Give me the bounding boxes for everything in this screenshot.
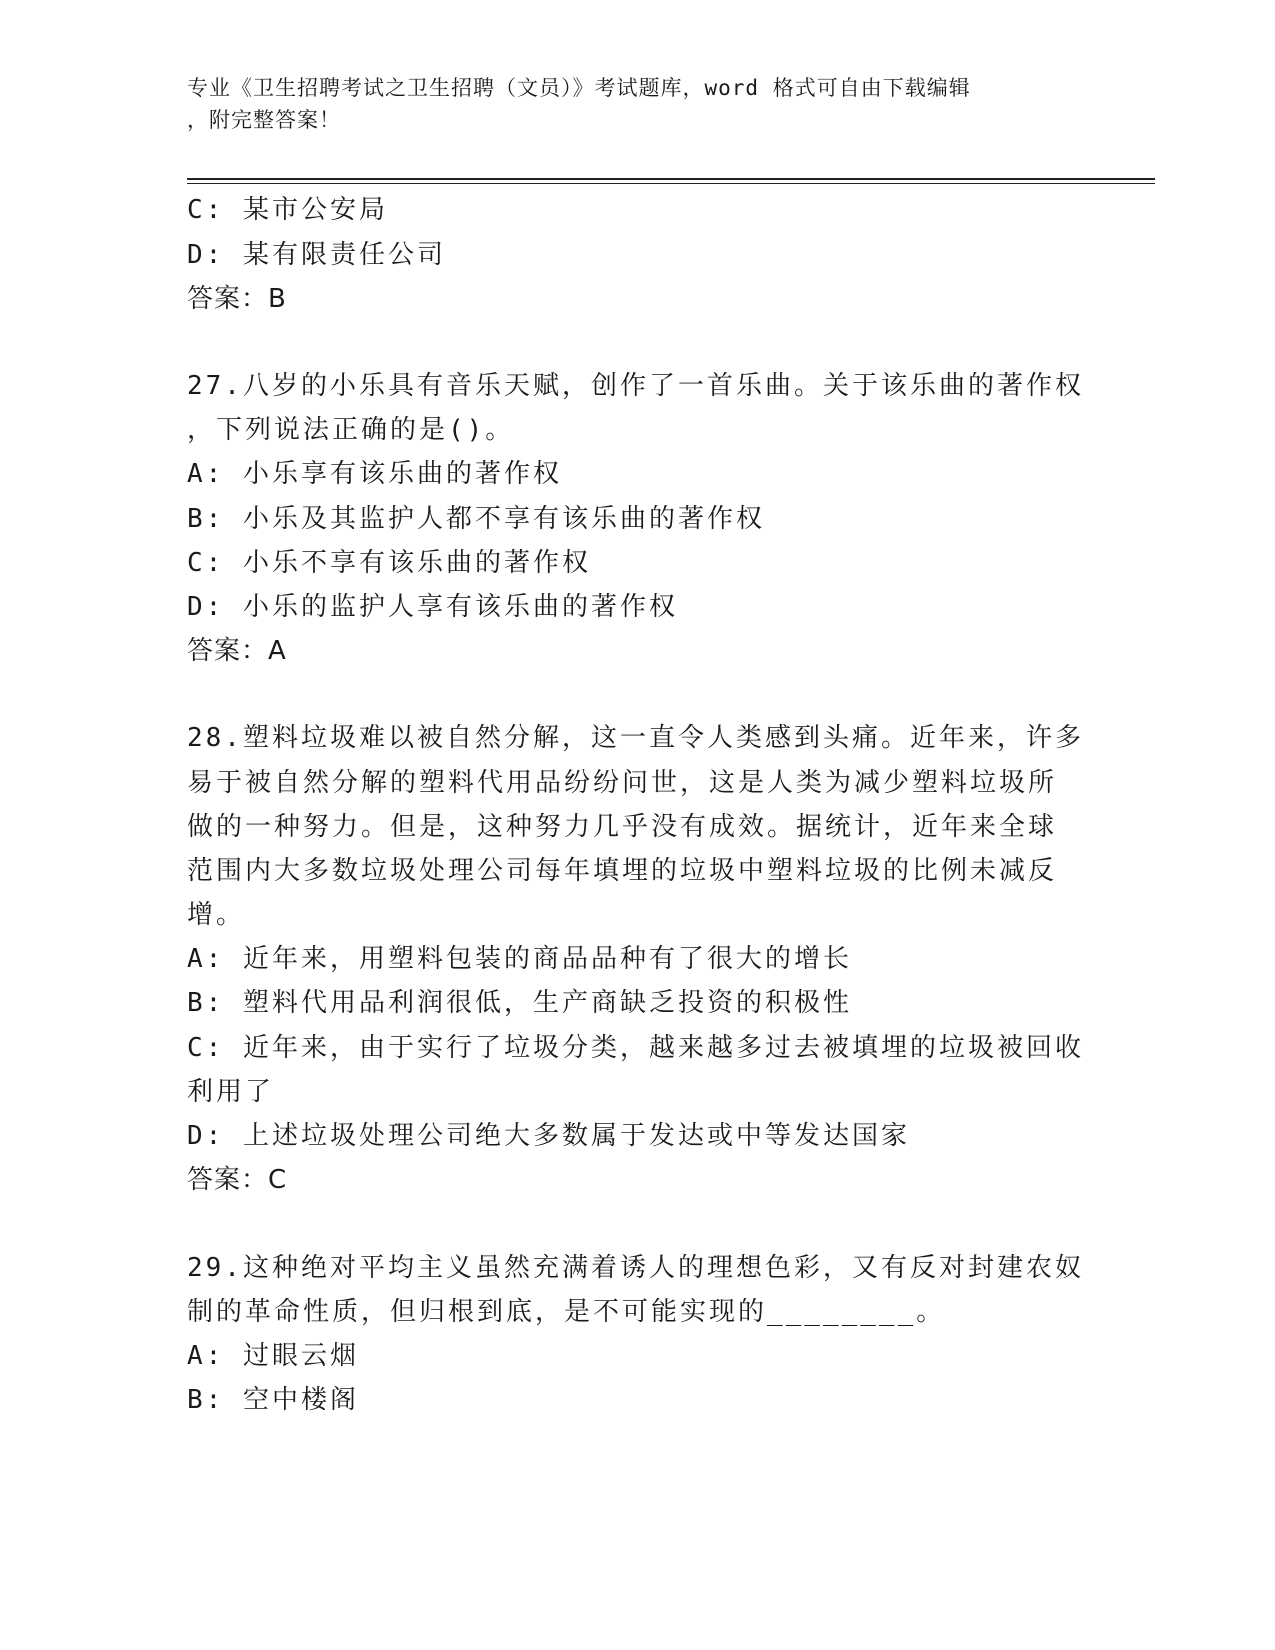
header-divider-thick — [187, 178, 1155, 180]
q28-answer: 答案：C — [187, 1165, 288, 1195]
prev-option-c: C: 某市公安局 — [187, 195, 388, 225]
q27-option-b: B: 小乐及其监护人都不享有该乐曲的著作权 — [187, 504, 765, 534]
q28-option-d: D: 上述垃圾处理公司绝大多数属于发达或中等发达国家 — [187, 1121, 910, 1151]
q27-option-c: C: 小乐不享有该乐曲的著作权 — [187, 548, 591, 578]
q27-answer: 答案：A — [187, 636, 287, 666]
q28-stem-line-5: 增。 — [187, 900, 246, 930]
q29-option-a: A: 过眼云烟 — [187, 1341, 359, 1371]
q28-option-c-line-2: 利用了 — [187, 1077, 275, 1107]
q28-option-c-line-1: C: 近年来，由于实行了垃圾分类，越来越多过去被填埋的垃圾被回收 — [187, 1033, 1084, 1063]
q29-option-b: B: 空中楼阁 — [187, 1385, 359, 1415]
header-line-1: 专业《卫生招聘考试之卫生招聘（文员）》考试题库，word 格式可自由下载编辑 — [187, 76, 971, 100]
q28-option-a: A: 近年来，用塑料包装的商品品种有了很大的增长 — [187, 944, 852, 974]
prev-answer: 答案：B — [187, 284, 287, 314]
q28-stem-line-2: 易于被自然分解的塑料代用品纷纷问世，这是人类为减少塑料垃圾所 — [187, 768, 1058, 798]
q29-stem-line-2: 制的革命性质，但归根到底，是不可能实现的________。 — [187, 1297, 946, 1327]
q28-stem-line-1: 28.塑料垃圾难以被自然分解，这一直令人类感到头痛。近年来，许多 — [187, 723, 1084, 753]
q29-stem-line-1: 29.这种绝对平均主义虽然充满着诱人的理想色彩，又有反对封建农奴 — [187, 1253, 1084, 1283]
prev-option-d: D: 某有限责任公司 — [187, 240, 446, 270]
q28-option-b: B: 塑料代用品利润很低，生产商缺乏投资的积极性 — [187, 988, 852, 1018]
header-line-2: ，附完整答案！ — [187, 108, 341, 132]
q28-stem-line-3: 做的一种努力。但是，这种努力几乎没有成效。据统计，近年来全球 — [187, 812, 1058, 842]
q27-option-d: D: 小乐的监护人享有该乐曲的著作权 — [187, 592, 678, 622]
header-divider-thin — [187, 183, 1155, 184]
q27-option-a: A: 小乐享有该乐曲的著作权 — [187, 459, 562, 489]
q27-stem-line-1: 27.八岁的小乐具有音乐天赋，创作了一首乐曲。关于该乐曲的著作权 — [187, 371, 1084, 401]
header-text — [187, 72, 1087, 136]
q27-stem-line-2: ，下列说法正确的是()。 — [187, 415, 515, 445]
q28-stem-line-4: 范围内大多数垃圾处理公司每年填埋的垃圾中塑料垃圾的比例未减反 — [187, 856, 1058, 886]
